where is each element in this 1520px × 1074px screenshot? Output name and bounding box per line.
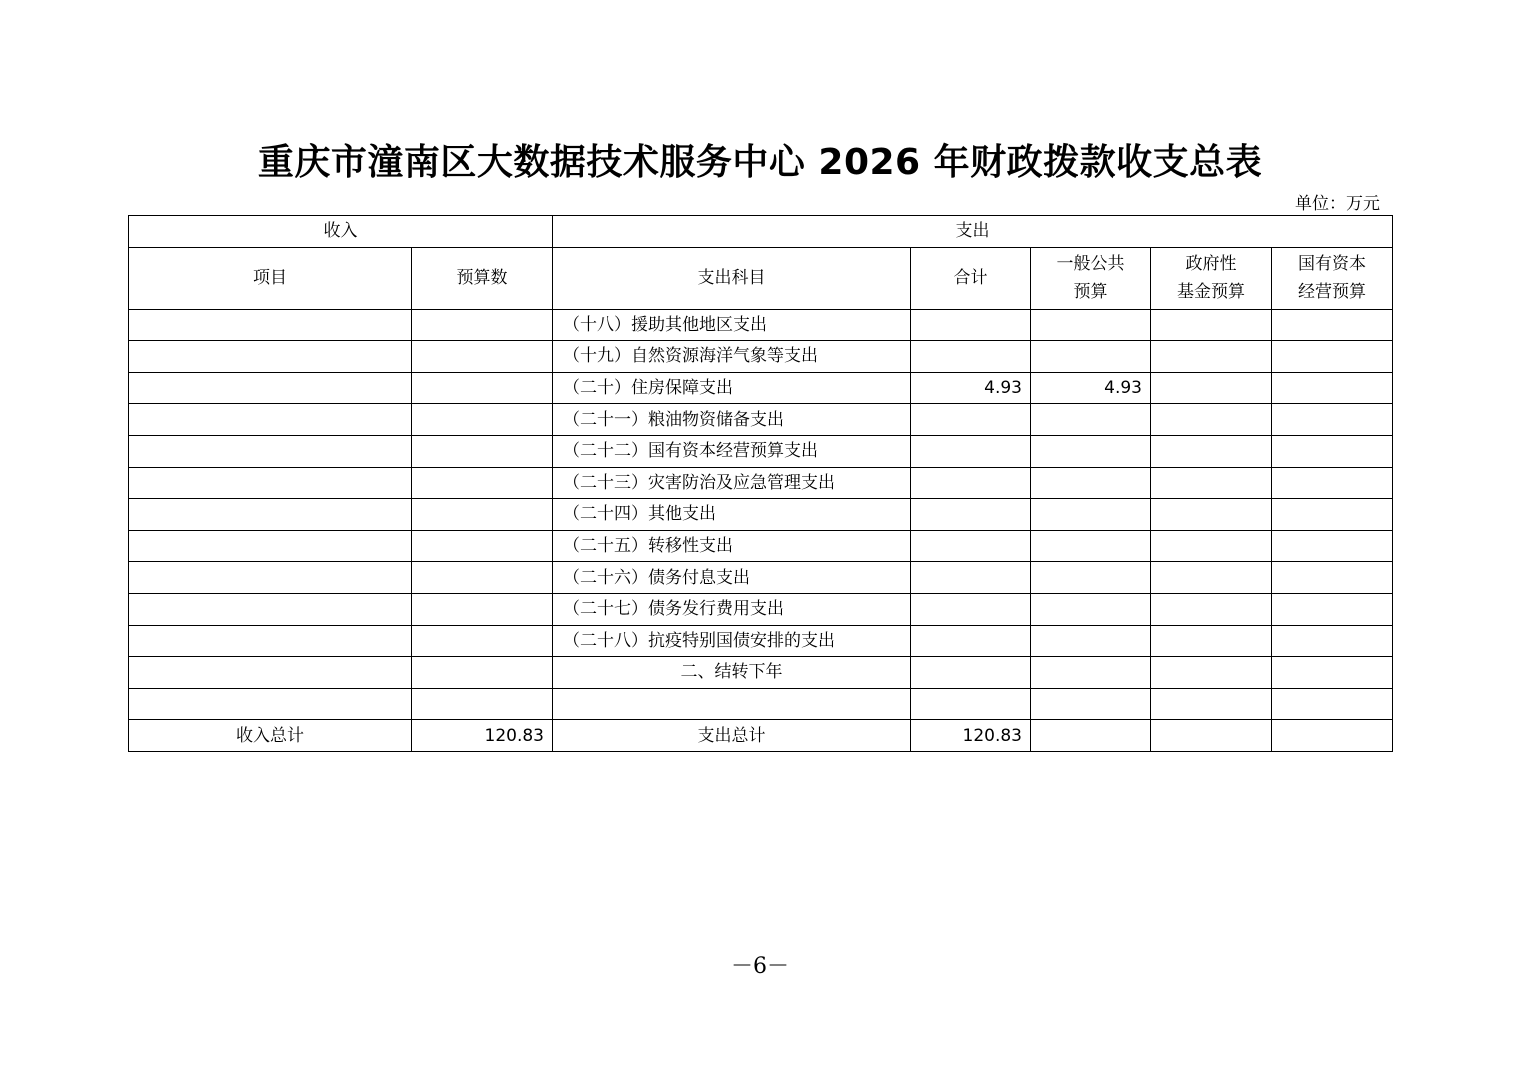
state-capital-cell (1272, 372, 1393, 404)
general-public-cell (1031, 562, 1151, 594)
header-expense: 支出 (553, 216, 1393, 248)
totals-row (129, 720, 1393, 752)
state-capital-cell (1272, 435, 1393, 467)
table-row (129, 404, 1393, 436)
income-amount-cell (412, 435, 553, 467)
header-expense-category: 支出科目 (553, 247, 911, 309)
page-number: －6－ (731, 954, 789, 979)
state-capital-cell (1272, 404, 1393, 436)
state-capital-cell (1272, 688, 1393, 720)
total-cell (911, 499, 1031, 531)
income-item-cell (129, 688, 412, 720)
header-general-public-line2: 预算 (1073, 282, 1108, 303)
income-amount-cell (412, 341, 553, 373)
header-general-public (1031, 247, 1151, 309)
header-gov-fund-line2: 基金预算 (1177, 282, 1245, 303)
table-row (129, 657, 1393, 689)
expense-category-cell: （十八）援助其他地区支出 (553, 309, 911, 341)
table-row (129, 688, 1393, 720)
gov-fund-cell (1151, 309, 1272, 341)
gov-fund-cell (1151, 657, 1272, 689)
header-budget-amount: 预算数 (412, 247, 553, 309)
table-row (129, 309, 1393, 341)
table-row (129, 372, 1393, 404)
expense-total-value: 120.83 (911, 720, 1031, 752)
expense-category-cell: （十九）自然资源海洋气象等支出 (553, 341, 911, 373)
total-cell (911, 562, 1031, 594)
income-amount-cell (412, 593, 553, 625)
general-public-cell (1031, 593, 1151, 625)
gov-fund-cell (1151, 625, 1272, 657)
total-cell: 4.93 (911, 372, 1031, 404)
expense-total-label: 支出总计 (553, 720, 911, 752)
header-row-groups (129, 216, 1393, 248)
gov-fund-cell (1151, 593, 1272, 625)
expense-category-cell: （二十二）国有资本经营预算支出 (553, 435, 911, 467)
expense-category-cell (553, 688, 911, 720)
state-capital-cell (1272, 625, 1393, 657)
total-cell (911, 688, 1031, 720)
state-capital-cell (1272, 530, 1393, 562)
total-general-public (1031, 720, 1151, 752)
header-item: 项目 (129, 247, 412, 309)
table-row (129, 341, 1393, 373)
table-row (129, 562, 1393, 594)
total-cell (911, 309, 1031, 341)
budget-table (128, 215, 1393, 752)
income-item-cell (129, 625, 412, 657)
general-public-cell (1031, 309, 1151, 341)
expense-category-cell: （二十三）灾害防治及应急管理支出 (553, 467, 911, 499)
total-cell (911, 625, 1031, 657)
unit-label: 单位：万元 (1295, 194, 1380, 214)
state-capital-cell (1272, 499, 1393, 531)
header-state-capital (1272, 247, 1393, 309)
income-item-cell (129, 372, 412, 404)
gov-fund-cell (1151, 467, 1272, 499)
table-row (129, 530, 1393, 562)
expense-category-cell: （二十五）转移性支出 (553, 530, 911, 562)
income-item-cell (129, 309, 412, 341)
table-row (129, 435, 1393, 467)
state-capital-cell (1272, 467, 1393, 499)
header-general-public-line1: 一般公共 (1056, 254, 1125, 275)
table-row (129, 593, 1393, 625)
income-item-cell (129, 562, 412, 594)
gov-fund-cell (1151, 404, 1272, 436)
total-state-capital (1272, 720, 1393, 752)
income-item-cell (129, 657, 412, 689)
total-cell (911, 467, 1031, 499)
page-title: 重庆市潼南区大数据技术服务中心 2026 年财政拨款收支总表 (257, 142, 1263, 183)
income-amount-cell (412, 372, 553, 404)
general-public-cell (1031, 688, 1151, 720)
state-capital-cell (1272, 309, 1393, 341)
income-total-value: 120.83 (412, 720, 553, 752)
general-public-cell: 4.93 (1031, 372, 1151, 404)
income-amount-cell (412, 309, 553, 341)
expense-category-cell: （二十八）抗疫特别国债安排的支出 (553, 625, 911, 657)
expense-category-cell: （二十一）粮油物资储备支出 (553, 404, 911, 436)
table-row (129, 499, 1393, 531)
gov-fund-cell (1151, 688, 1272, 720)
expense-category-cell: （二十七）债务发行费用支出 (553, 593, 911, 625)
gov-fund-cell (1151, 562, 1272, 594)
total-cell (911, 341, 1031, 373)
total-cell (911, 435, 1031, 467)
expense-category-cell: 二、结转下年 (553, 657, 911, 689)
state-capital-cell (1272, 341, 1393, 373)
gov-fund-cell (1151, 435, 1272, 467)
income-amount-cell (412, 625, 553, 657)
income-total-label: 收入总计 (129, 720, 412, 752)
expense-category-cell: （二十）住房保障支出 (553, 372, 911, 404)
header-gov-fund (1151, 247, 1272, 309)
header-state-capital-line2: 经营预算 (1298, 282, 1367, 303)
total-gov-fund (1151, 720, 1272, 752)
header-state-capital-line1: 国有资本 (1298, 254, 1367, 275)
gov-fund-cell (1151, 372, 1272, 404)
income-amount-cell (412, 688, 553, 720)
income-item-cell (129, 530, 412, 562)
header-gov-fund-line1: 政府性 (1185, 254, 1237, 275)
state-capital-cell (1272, 593, 1393, 625)
income-amount-cell (412, 530, 553, 562)
gov-fund-cell (1151, 530, 1272, 562)
general-public-cell (1031, 499, 1151, 531)
income-item-cell (129, 341, 412, 373)
general-public-cell (1031, 657, 1151, 689)
header-income: 收入 (129, 216, 553, 248)
table-row (129, 467, 1393, 499)
general-public-cell (1031, 530, 1151, 562)
general-public-cell (1031, 625, 1151, 657)
income-item-cell (129, 499, 412, 531)
state-capital-cell (1272, 562, 1393, 594)
general-public-cell (1031, 435, 1151, 467)
income-amount-cell (412, 499, 553, 531)
income-amount-cell (412, 657, 553, 689)
header-total: 合计 (911, 247, 1031, 309)
total-cell (911, 657, 1031, 689)
income-item-cell (129, 467, 412, 499)
general-public-cell (1031, 341, 1151, 373)
general-public-cell (1031, 404, 1151, 436)
income-amount-cell (412, 562, 553, 594)
total-cell (911, 404, 1031, 436)
income-item-cell (129, 435, 412, 467)
income-item-cell (129, 593, 412, 625)
income-amount-cell (412, 404, 553, 436)
state-capital-cell (1272, 657, 1393, 689)
total-cell (911, 530, 1031, 562)
header-row-columns (129, 247, 1393, 309)
gov-fund-cell (1151, 341, 1272, 373)
income-amount-cell (412, 467, 553, 499)
income-item-cell (129, 404, 412, 436)
expense-category-cell: （二十六）债务付息支出 (553, 562, 911, 594)
total-cell (911, 593, 1031, 625)
gov-fund-cell (1151, 499, 1272, 531)
general-public-cell (1031, 467, 1151, 499)
expense-category-cell: （二十四）其他支出 (553, 499, 911, 531)
table-row (129, 625, 1393, 657)
